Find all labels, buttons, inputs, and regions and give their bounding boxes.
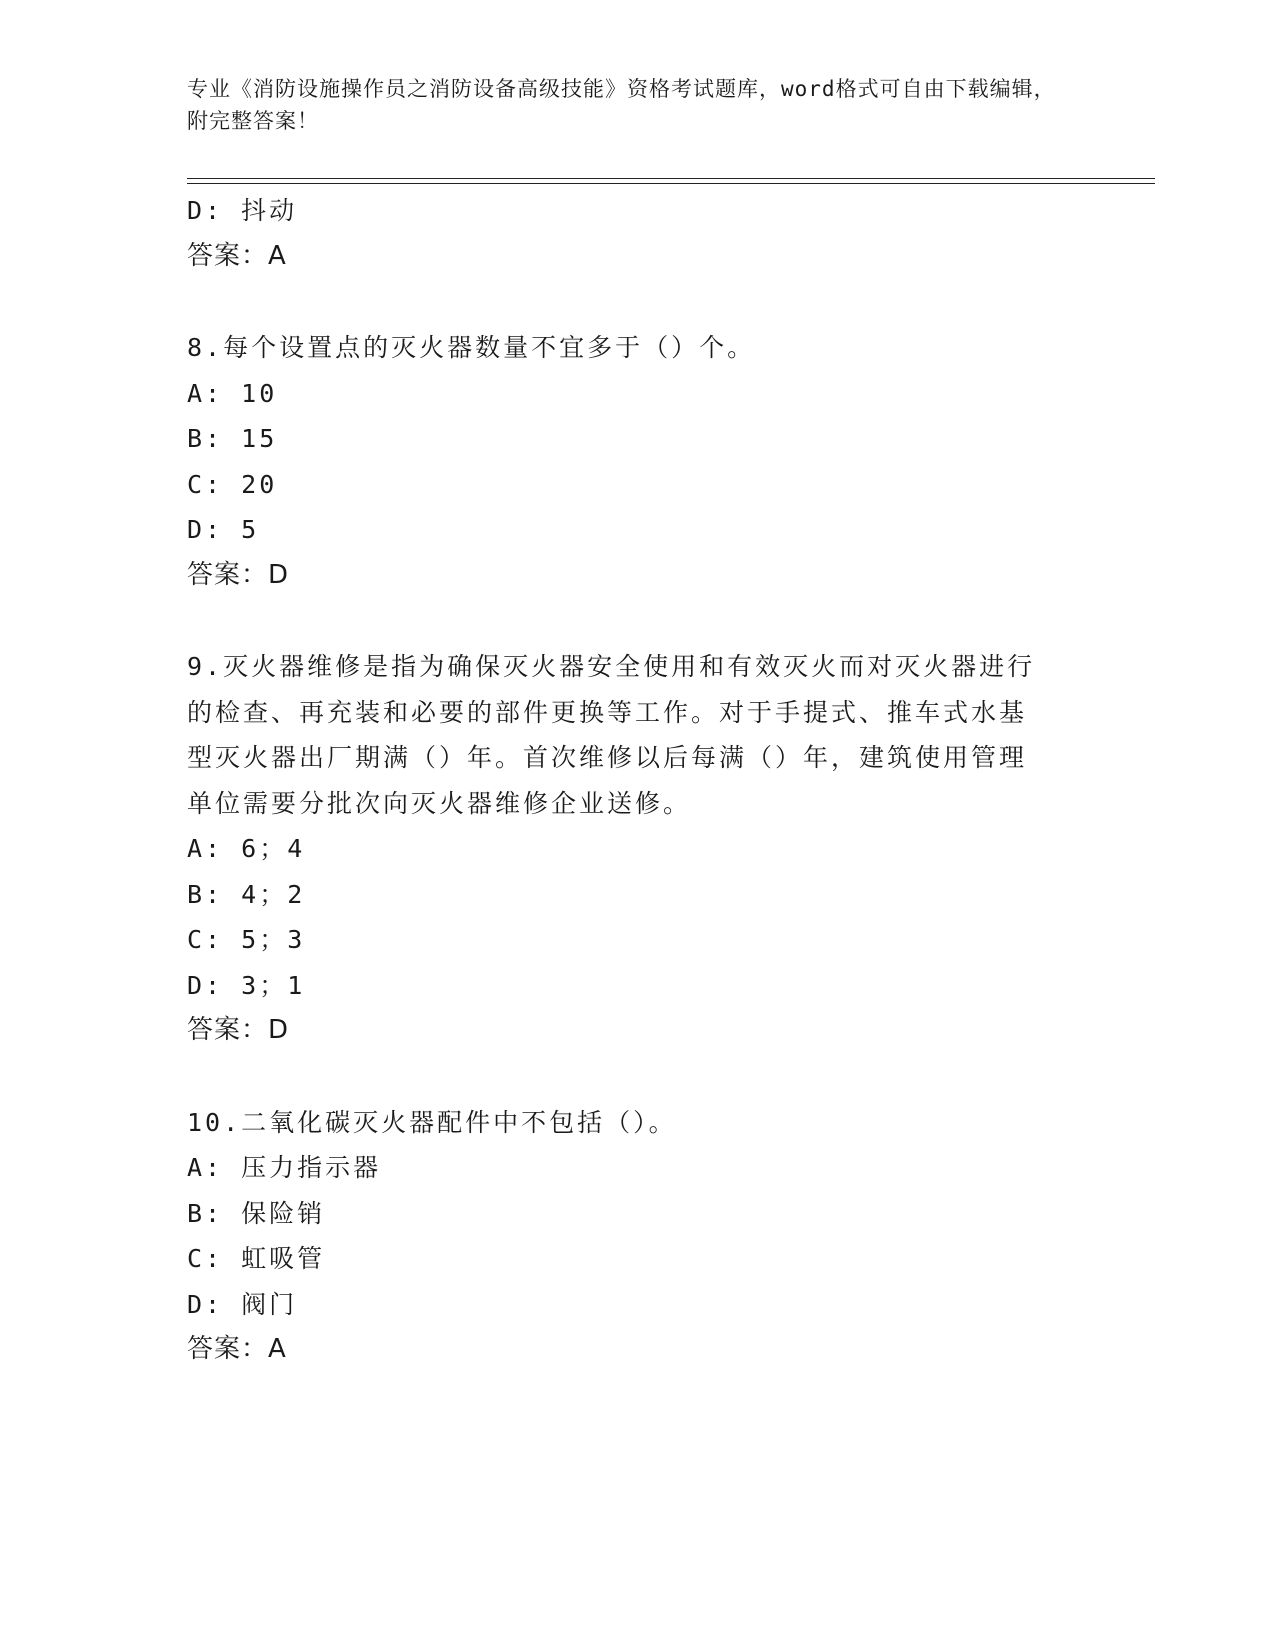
question-9-answer: 答案：D	[187, 1015, 290, 1045]
question-9-option-d: D: 3；1	[187, 970, 306, 1000]
question-10-text: 10.二氧化碳灭火器配件中不包括（）。	[187, 1107, 677, 1137]
question-10-option-d: D: 阀门	[187, 1289, 298, 1319]
question-8-text: 8.每个设置点的灭火器数量不宜多于（）个。	[187, 333, 756, 362]
question-8-answer: 答案：D	[187, 559, 290, 590]
question-9-option-c: C: 5；3	[187, 925, 306, 954]
question-10-option-b: B: 保险销	[187, 1198, 326, 1228]
question-9-option-b: B: 4；2	[187, 879, 306, 909]
question-10-answer: 答案：A	[187, 1334, 287, 1364]
question-8-option-a: A: 10	[187, 378, 278, 408]
question-8-option-c: C: 20	[187, 469, 278, 499]
question-10-option-c: C: 虹吸管	[187, 1244, 326, 1273]
question-9-text: 9.灭火器维修是指为确保灭火器安全使用和有效灭火而对灭火器进行的检查、再充装和必要的部件更换等工作。对于手提式、推车式水基型灭火器出厂期满（）年。首次维修以后每满（）年，建筑使用管理单位需要分批次向灭火器维修企业送修。	[187, 652, 1036, 818]
header-divider	[187, 178, 1155, 179]
question-content	[187, 188, 1067, 1373]
prev-option-d: D: 抖动	[187, 196, 298, 225]
prev-answer: 答案：A	[187, 240, 287, 271]
question-8-option-b: B: 15	[187, 424, 278, 453]
question-10-option-a: A: 压力指示器	[187, 1153, 382, 1182]
question-9-option-a: A: 6；4	[187, 834, 306, 863]
header-divider-double	[187, 183, 1155, 184]
question-8-option-d: D: 5	[187, 515, 260, 544]
page-header: 专业《消防设施操作员之消防设备高级技能》资格考试题库，word格式可自由下载编辑，附完整答案！	[187, 77, 1056, 133]
